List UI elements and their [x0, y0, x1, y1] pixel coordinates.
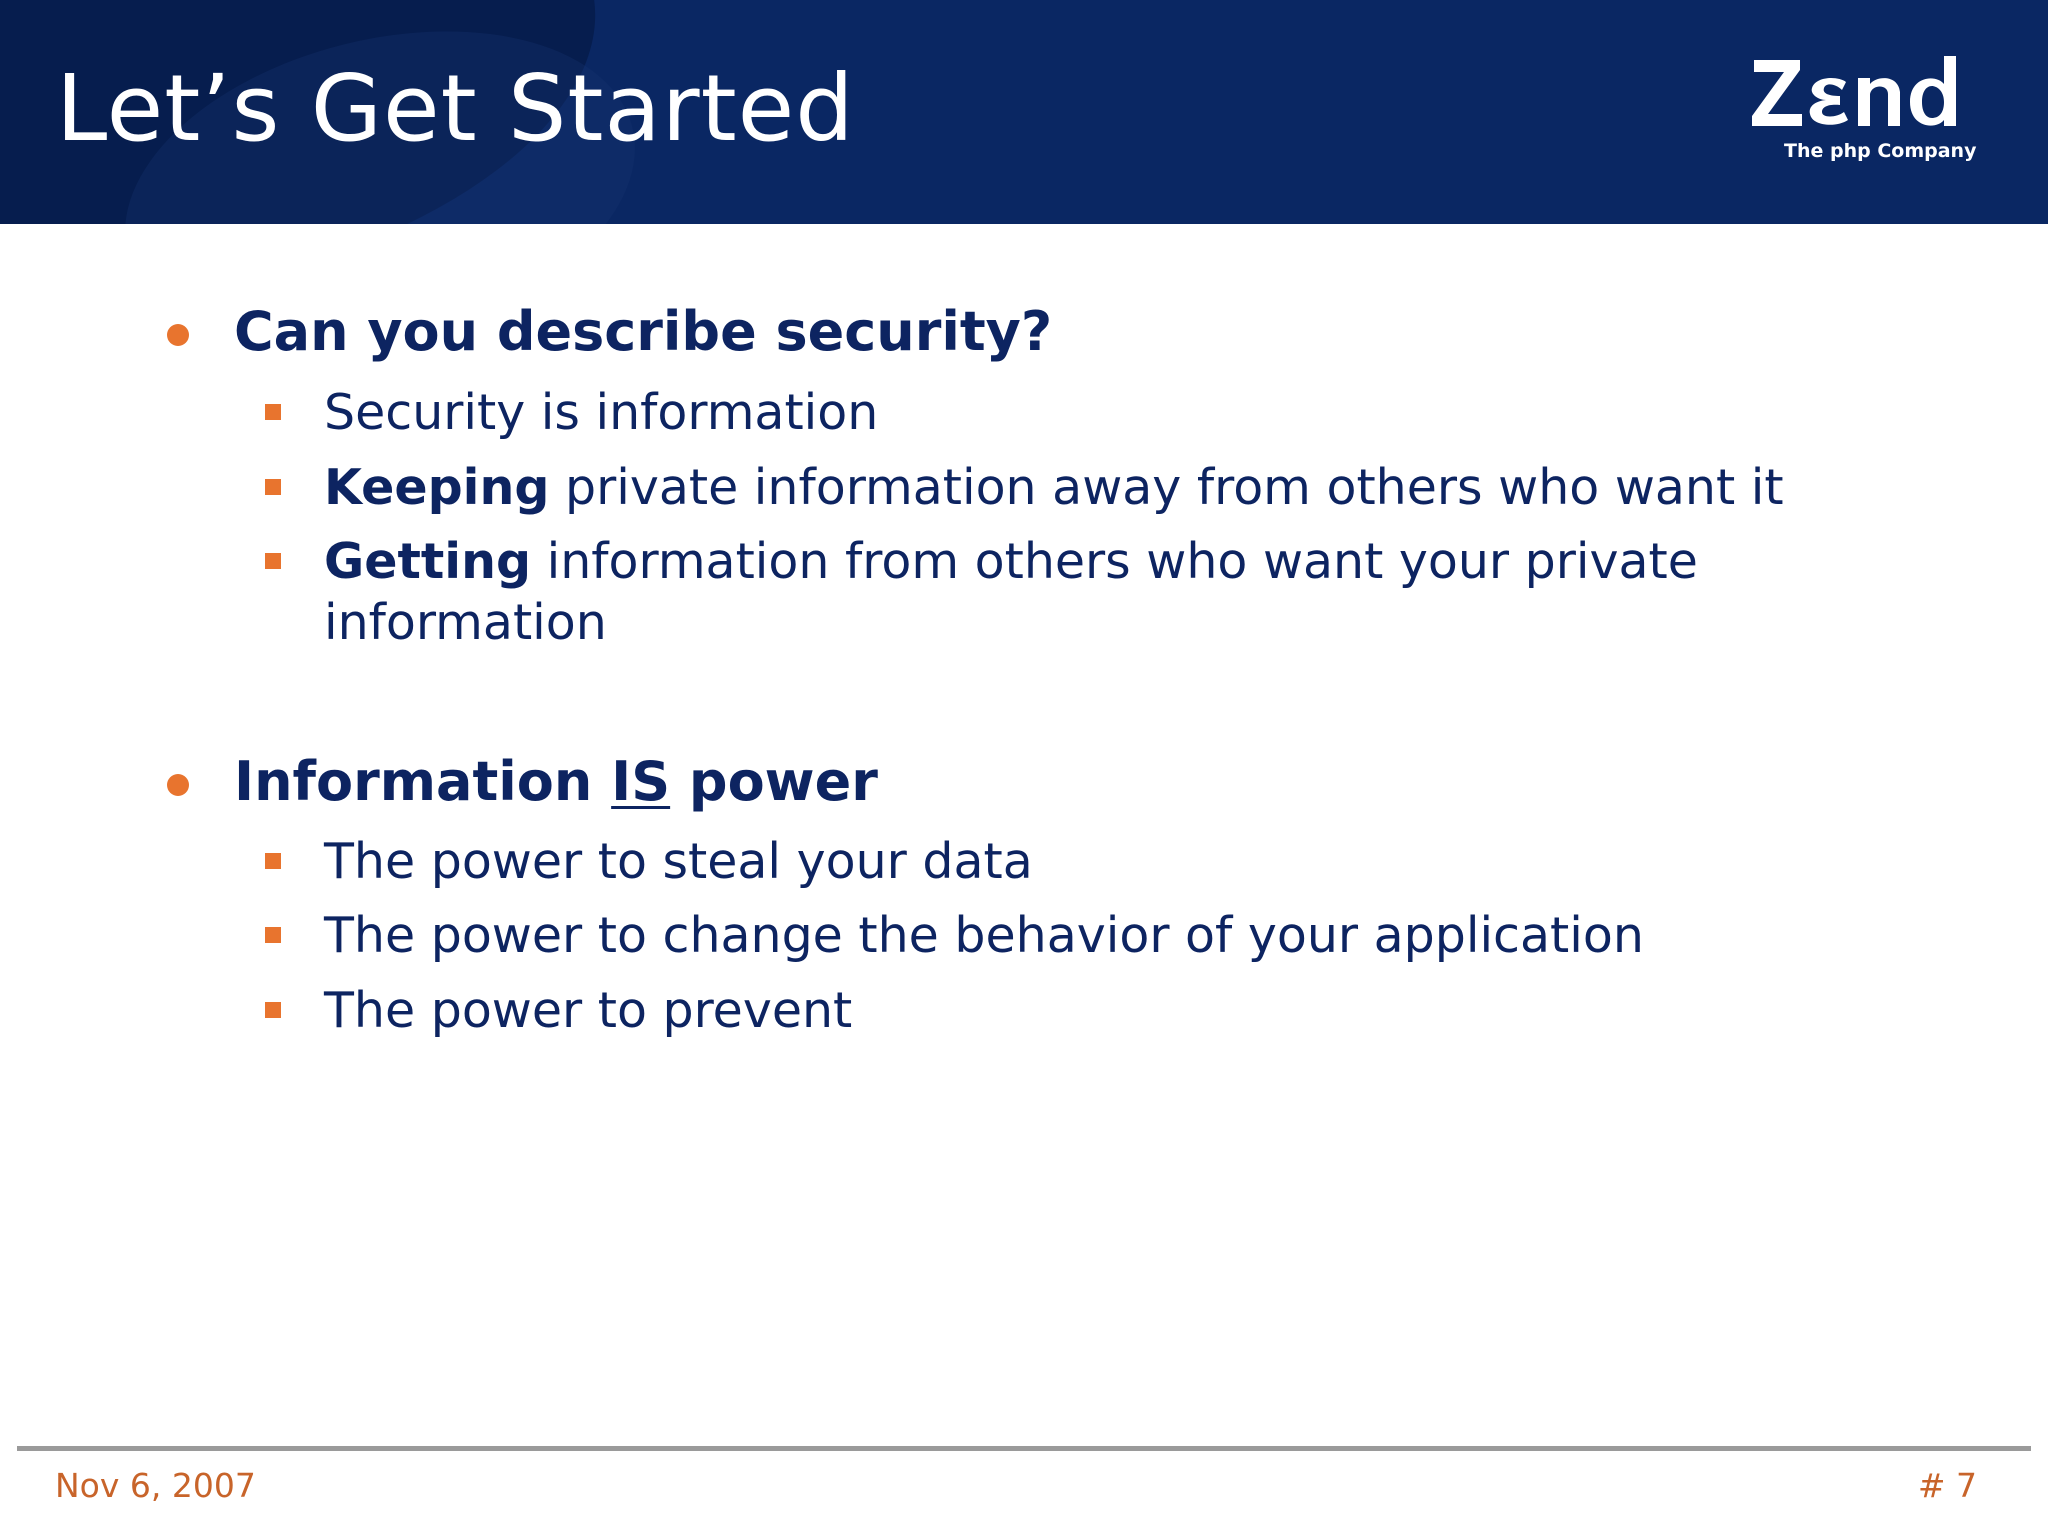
list-item: Security is information — [324, 384, 879, 441]
slide-title: Let’s Get Started — [56, 55, 855, 162]
bullet-square — [265, 927, 281, 943]
section-heading — [234, 752, 878, 811]
list-item: The power to prevent — [324, 982, 853, 1039]
svg-text:The php Company: The php Company — [1784, 140, 1977, 162]
emphasis-text: Keeping — [324, 459, 550, 516]
bullet-dot — [167, 324, 189, 346]
footer-divider — [17, 1446, 2031, 1451]
list-item — [324, 531, 1698, 592]
bullet-square — [265, 479, 281, 495]
heading-text: Information — [234, 750, 612, 813]
list-item: The power to steal your data — [324, 833, 1033, 890]
bullet-square — [265, 1002, 281, 1018]
list-item: The power to change the behavior of your application — [324, 907, 1644, 964]
heading-underlined-text: IS — [611, 750, 671, 813]
footer-date: Nov 6, 2007 — [55, 1466, 256, 1505]
list-item-text: private information away from others who want it — [549, 459, 1784, 516]
bullet-square — [265, 404, 281, 420]
list-item-continuation: information — [324, 594, 607, 651]
emphasis-text: Getting — [324, 533, 532, 590]
list-item-text: information from others who want your private — [531, 533, 1698, 590]
bullet-square — [265, 853, 281, 869]
list-item — [324, 457, 1784, 518]
bullet-dot — [167, 774, 189, 796]
page-number: # 7 — [1917, 1466, 1977, 1505]
section-heading: Can you describe security? — [234, 300, 1053, 363]
bullet-square — [265, 553, 281, 569]
heading-text: power — [670, 750, 878, 813]
